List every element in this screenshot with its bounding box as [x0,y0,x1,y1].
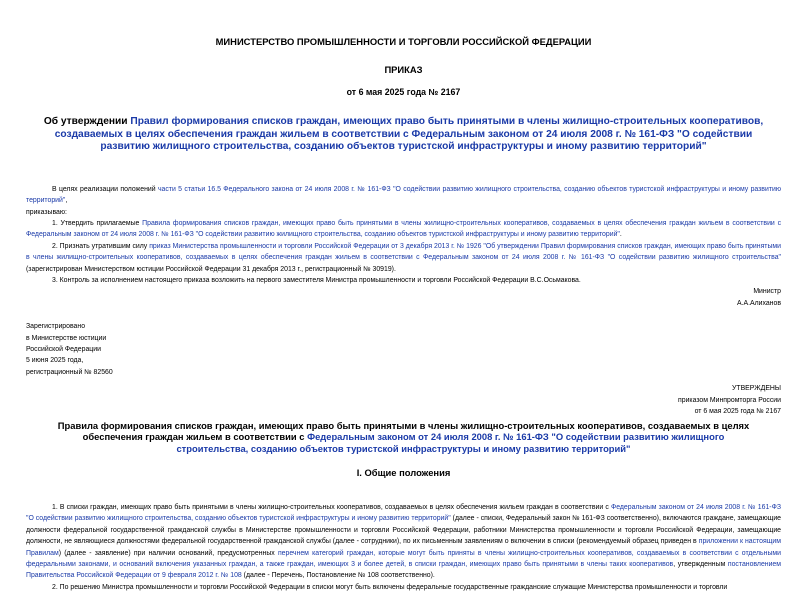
section-paragraph-1: 1. В списки граждан, имеющих право быть принятыми в члены жилищно-строительных кооперативов, создаваемых в целях обеспечения жильем граждан в соответствии с Федеральным законом от 24 июля 2008 г. № 161-ФЗ "О содействии развитию жилищного строительства, созданию объектов туристской инфраструктуры и иному развитию территорий" (далее - списки, Федеральный закон № 161-ФЗ соответственно), включаются граждане, замещающие должности федеральной государственной гражданской службы в Министерстве промышленности и торговли Российской Федерации, работники Министерства промышленности и торговли Российской Федерации, замещающие должности, не являющиеся должностями федеральной государственной гражданской службы (далее - сотрудники), по их письменным заявлениям о включении в списки (рекомендуемый образец приведен в приложении к настоящим Правилам) (далее - заявление) при наличии оснований, предусмотренных перечнем категорий граждан, которые могут быть приняты в члены жилищно-строительных кооперативов, создаваемых в соответствии с отдельными федеральными законами, и оснований включения указанных граждан, а также граждан, имеющих 3 и более детей, в списки граждан, имеющих право быть принятыми в члены таких кооперативов, утвержденным постановлением Правительства Российской Федерации от 9 февраля 2012 г. № 108 (далее - Перечень, Постановление № 108 соответственно). [26,503,781,580]
order-item-3: 3. Контроль за исполнением настоящего приказа возложить на первого заместителя Министра промышленности и торговли Российской Федерации В.С.Осьмакова. [52,277,581,285]
ministry-name: МИНИСТЕРСТВО ПРОМЫШЛЕННОСТИ И ТОРГОВЛИ РОССИЙСКОЙ ФЕДЕРАЦИИ [215,36,592,47]
section-heading: I. Общие положения [356,466,451,478]
section-body [26,502,781,593]
federal-law-link[interactable]: Федеральным законом от 24 июля 2008 г. № 161-ФЗ "О содействии развитию жилищного строительства, созданию объектов туристской инфраструктуры и иному развитию территорий" [176,431,725,455]
section-paragraph-2: 2. По решению Министра промышленности и торговли Российской Федерации в списки могут быть включены федеральные государственные гражданские служащие Министерства промышленности и торговли [52,583,728,591]
order-item-1: 1. Утвердить прилагаемые Правила формирования списков граждан, имеющих право быть принятыми в члены жилищно-строительных кооперативов, создаваемых в целях обеспечения граждан жильем в соответствии с Федеральным законом от 24 июля 2008 г. № 161-ФЗ "О содействии развитию жилищного строительства, созданию объектов туристской инфраструктуры и иному развитию территорий". [26,220,782,239]
registration-line: Российской Федерации [26,346,101,354]
rules-link[interactable]: Правил формирования списков граждан, имеющих право быть принятыми в члены жилищно-строительных кооперативов, создаваемых в целях обеспечения граждан жильем в соответствии с Федеральным законом от 24 июля 2008 г. № 161-ФЗ "О содействии развитию жилищного строительства, созданию объектов туристской инфраструктуры и иному развитию территорий" [54,116,764,153]
registration-line: в Министерстве юстиции [26,334,107,342]
signature-position: Министр [753,288,781,296]
registration-line: Зарегистрировано [26,323,86,331]
registration-line: регистрационный № 82560 [26,368,113,376]
approval-line: от 6 мая 2025 года № 2167 [694,408,781,416]
appendix-link[interactable]: приложении к настоящим Правилам [26,538,781,557]
order-item-2: 2. Признать утратившим силу приказ Министерства промышленности и торговли Российской Федерации от 3 декабря 2013 г. № 1926 "Об утверждении Правил формирования списков граждан, имеющих право быть принятыми в члены жилищно-строительных кооперативов, создаваемых в целях обеспечения граждан жильем в соответствии с Федеральным законом от 24 июля 2008 г. № 161-ФЗ "О содействии развитию жилищного строительства" (зарегистрирован Министерством юстиции Российской Федерации 31 декабря 2013 г., регистрационный № 30919). [26,242,781,273]
order-date-number: от 6 мая 2025 года № 2167 [346,87,461,97]
document-type: ПРИКАЗ [384,64,423,75]
federal-law-link[interactable]: Федеральным законом от 24 июля 2008 г. № 161-ФЗ "О содействии развитию жилищного строительства, созданию объектов туристской инфраструктуры и иному развитию территорий" [26,503,781,523]
government-decree-link[interactable]: постановлением Правительства Российской Федерации от 9 февраля 2012 г. № 108 [26,560,781,580]
approved-rules-link[interactable]: Правила формирования списков граждан, имеющих право быть принятыми в члены жилищно-строительных кооперативов, создаваемых в целях обеспечения граждан жильем в соответствии с Федеральным законом от 24 июля 2008 г. № 161-ФЗ "О содействии развитию жилищного строительства, созданию объектов туристской инфраструктуры и иному развитию территорий" [26,220,782,239]
registration-block [26,321,781,378]
document-page [0,36,807,607]
order-word: приказываю: [26,208,67,216]
registration-line: 5 июня 2025 года, [26,357,84,365]
order-title-prefix: Об утверждении [43,116,131,127]
repealed-order-link[interactable]: приказ Министерства промышленности и торговли Российской Федерации от 3 декабря 2013 г. № 1926 "Об утверждении Правил формирования списков граждан, имеющих право быть принятыми в члены жилищно-строительных кооперативов, создаваемых в целях обеспечения граждан жильем в соответствии с Федеральным законом от 24 июля 2008 г. № 161-ФЗ "О содействии развитию жилищного строительства" [26,242,781,262]
order-body [26,184,781,418]
signature-name: А.А.Алиханов [737,299,781,307]
law-article-link[interactable]: части 5 статьи 16.5 Федерального закона от 24 июля 2008 г. № 161-ФЗ "О содействии развитию жилищного строительства, созданию объектов туристской инфраструктуры и иному развитию территорий" [26,185,781,205]
approval-line: приказом Минпромторга России [678,396,781,404]
rules-title: Правила формирования списков граждан, имеющих право быть принятыми в члены жилищно-строительных кооперативов, создаваемых в целях обеспечения граждан жильем в соответствии с Федеральным законом от 24 июля 2008 г. № 161-ФЗ "О содействии развитию жилищного строительства, созданию объектов туристской инфраструктуры и иному развитию территорий" [57,419,750,455]
order-title [38,116,769,154]
approval-line: УТВЕРЖДЕНЫ [732,385,781,393]
approval-stamp [26,383,781,417]
preamble-paragraph: В целях реализации положений части 5 статьи 16.5 Федерального закона от 24 июля 2008 г. № 161-ФЗ "О содействии развитию жилищного строительства, созданию объектов туристской инфраструктуры и иному развитию территорий", [26,185,781,205]
categories-list-link[interactable]: перечнем категорий граждан, которые могут быть приняты в члены жилищно-строительных кооперативов, создаваемых в соответствии с отдельными федеральными законами, и оснований включения указанных граждан, а также граждан, имеющих 3 и более детей, в списки граждан, имеющих право быть принятыми в члены таких кооперативов [26,549,781,568]
